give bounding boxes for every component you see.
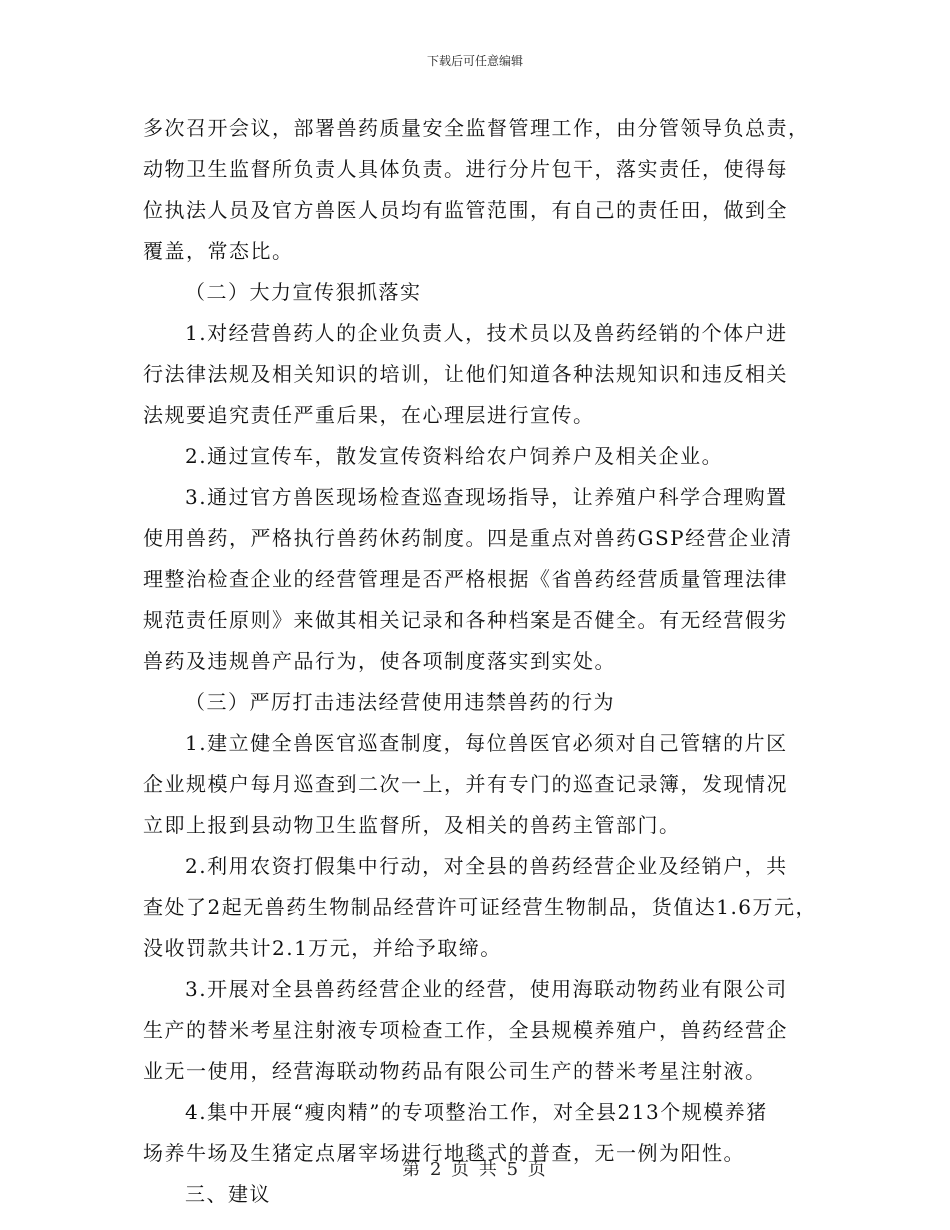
paragraph-line: 理整治检查企业的经营管理是否严格根据《省兽药经营质量管理法律 xyxy=(143,567,788,591)
paragraph-line: 没收罚款共计2.1万元，并给予取缔。 xyxy=(143,936,502,960)
page-header: 下载后可任意编辑 xyxy=(426,54,523,68)
paragraph-line: 动物卫生监督所负责人具体负责。进行分片包干，落实责任，使得每 xyxy=(143,157,788,181)
paragraph-line: （三）严厉打击违法经营使用违禁兽药的行为 xyxy=(185,690,615,714)
paragraph-line: 生产的替米考星注射液专项检查工作，全县规模养殖户，兽药经营企 xyxy=(143,1018,788,1042)
paragraph-line: 法规要追究责任严重后果，在心理层进行宣传。 xyxy=(143,403,595,427)
paragraph-line: 业无一使用，经营海联动物药品有限公司生产的替米考星注射液。 xyxy=(143,1059,767,1083)
paragraph-line: 多次召开会议，部署兽药质量安全监督管理工作，由分管领导负总责， xyxy=(143,116,810,140)
paragraph-line: 规范责任原则》来做其相关记录和各种档案是否健全。有无经营假劣 xyxy=(143,608,788,632)
paragraph-line: 位执法人员及官方兽医人员均有监管范围，有自己的责任田，做到全 xyxy=(143,198,788,222)
paragraph-line: 行法律法规及相关知识的培训，让他们知道各种法规知识和违反相关 xyxy=(143,362,788,386)
paragraph-line: 2.通过宣传车，散发宣传资料给农户饲养户及相关企业。 xyxy=(185,444,724,468)
paragraph-line: 2.利用农资打假集中行动，对全县的兽药经营企业及经销户，共 xyxy=(185,854,788,878)
paragraph-line: 兽药及违规兽产品行为，使各项制度落实到实处。 xyxy=(143,649,616,673)
page-footer: 第 2 页 共 5 页 xyxy=(402,1159,548,1180)
paragraph-line: 立即上报到县动物卫生监督所，及相关的兽药主管部门。 xyxy=(143,813,681,837)
paragraph-line: 企业规模户每月巡查到二次一上，并有专门的巡查记录簿，发现情况 xyxy=(143,772,788,796)
paragraph-line: 覆盖，常态比。 xyxy=(143,239,294,263)
paragraph-line: 场养牛场及生猪定点屠宰场进行地毯式的普查，无一例为阳性。 xyxy=(143,1141,745,1165)
paragraph-line: 1.建立健全兽医官巡查制度，每位兽医官必须对自己管辖的片区 xyxy=(185,731,788,755)
paragraph-line: 3.通过官方兽医现场检查巡查现场指导，让养殖户科学合理购置 xyxy=(185,485,788,509)
paragraph-line: 1.对经营兽药人的企业负责人，技术员以及兽药经销的个体户进 xyxy=(185,321,788,345)
paragraph-line: 4.集中开展“瘦肉精”的专项整治工作，对全县213个规模养猪 xyxy=(185,1100,768,1124)
paragraph-line: 三、建议 xyxy=(185,1182,271,1206)
document-body xyxy=(143,108,823,1215)
paragraph-line: 查处了2起无兽药生物制品经营许可证经营生物制品，货值达1.6万元， xyxy=(143,895,818,919)
paragraph-line: 3.开展对全县兽药经营企业的经营，使用海联动物药业有限公司 xyxy=(185,977,788,1001)
paragraph-line: 使用兽药，严格执行兽药休药制度。四是重点对兽药GSP经营企业清 xyxy=(143,526,793,550)
paragraph-line: （二）大力宣传狠抓落实 xyxy=(185,280,422,304)
